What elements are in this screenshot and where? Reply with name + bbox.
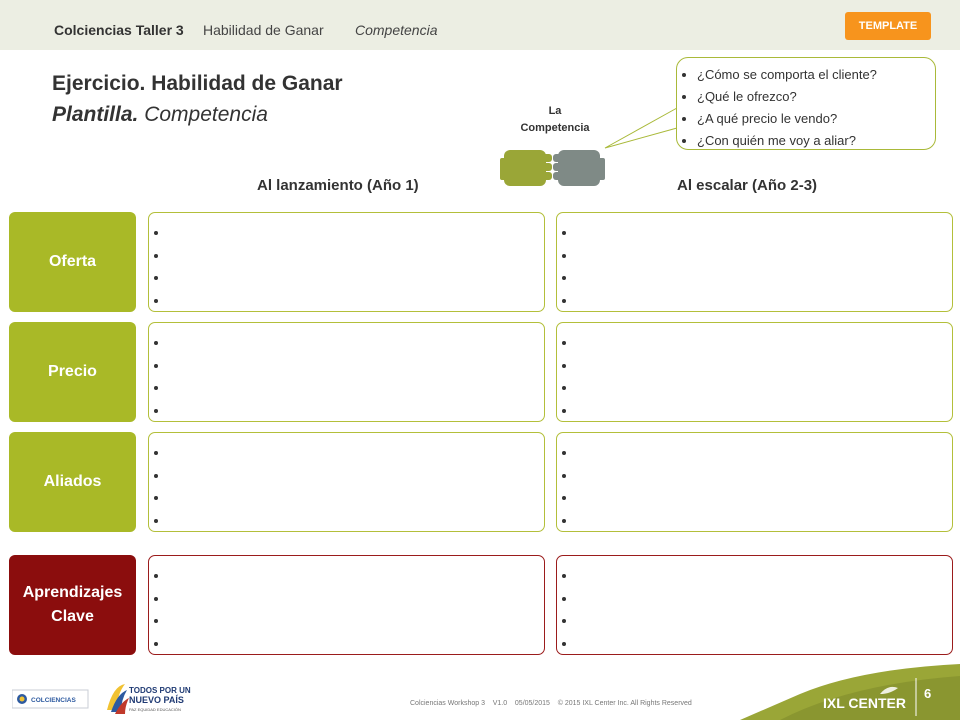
svg-text:PAZ EQUIDAD EDUCACIÓN: PAZ EQUIDAD EDUCACIÓN xyxy=(129,707,181,712)
competencia-label-line1: La xyxy=(548,105,562,117)
column-header-scale: Al escalar (Año 2-3) xyxy=(677,177,818,194)
svg-text:NUEVO PAÍS: NUEVO PAÍS xyxy=(129,695,184,705)
row-label-aprendizajes-line2: Clave xyxy=(51,608,94,625)
footer-copyright: Colciencias Workshop 3 V1.0 05/05/2015 © 2015 IXL Center Inc. All Rights Reserved xyxy=(410,700,692,707)
subtitle-rest: Competencia xyxy=(138,103,268,126)
question-item: • ¿Cómo se comporta el cliente? xyxy=(697,64,935,86)
colciencias-logo xyxy=(12,688,90,710)
bullet-list xyxy=(557,222,952,312)
cell-aliados-launch[interactable] xyxy=(148,432,545,532)
page-number: 6 xyxy=(924,686,932,701)
question-item: • ¿Con quién me voy a aliar? xyxy=(697,130,935,152)
row-label-aprendizajes xyxy=(9,555,136,655)
row-label-aprendizajes-line1: Aprendizajes xyxy=(22,584,123,601)
cell-aprendizajes-scale[interactable] xyxy=(556,555,953,655)
row-label-aliados: Aliados xyxy=(9,432,136,532)
row-label-oferta: Oferta xyxy=(9,212,136,312)
competencia-label-line2: Competencia xyxy=(520,122,590,134)
bullet-list xyxy=(149,565,544,655)
breadcrumb-topic: Competencia xyxy=(355,22,438,38)
template-button[interactable]: TEMPLATE xyxy=(845,12,931,40)
competencia-label xyxy=(505,103,605,137)
callout-pointer xyxy=(600,100,680,150)
svg-text:TODOS POR UN: TODOS POR UN xyxy=(129,686,191,695)
breadcrumb-workshop: Colciencias Taller 3 xyxy=(54,22,184,38)
bullet-list xyxy=(149,332,544,422)
breadcrumb-section: Habilidad de Ganar xyxy=(203,22,324,38)
page-title: Ejercicio. Habilidad de Ganar xyxy=(52,72,343,95)
bullet-list xyxy=(149,222,544,312)
question-item: • ¿A qué precio le vendo? xyxy=(697,108,935,130)
bullet-list xyxy=(557,442,952,532)
cell-precio-scale[interactable] xyxy=(556,322,953,422)
cell-oferta-scale[interactable] xyxy=(556,212,953,312)
column-header-launch: Al lanzamiento (Año 1) xyxy=(257,177,419,194)
todos-por-un-nuevo-pais-logo xyxy=(103,680,193,718)
fist-bump-icon xyxy=(500,144,605,192)
cell-precio-launch[interactable] xyxy=(148,322,545,422)
questions-list xyxy=(677,64,935,152)
bullet-list xyxy=(557,332,952,422)
subtitle-bold: Plantilla. xyxy=(52,103,139,126)
cell-oferta-launch[interactable] xyxy=(148,212,545,312)
bullet-list xyxy=(557,565,952,655)
bullet-list xyxy=(149,442,544,532)
questions-callout xyxy=(676,57,936,150)
svg-text:COLCIENCIAS: COLCIENCIAS xyxy=(31,697,76,704)
page-subtitle xyxy=(52,103,268,127)
svg-text:IXL CENTER: IXL CENTER xyxy=(823,695,906,711)
cell-aprendizajes-launch[interactable] xyxy=(148,555,545,655)
cell-aliados-scale[interactable] xyxy=(556,432,953,532)
row-label-precio: Precio xyxy=(9,322,136,422)
question-item: • ¿Qué le ofrezco? xyxy=(697,86,935,108)
